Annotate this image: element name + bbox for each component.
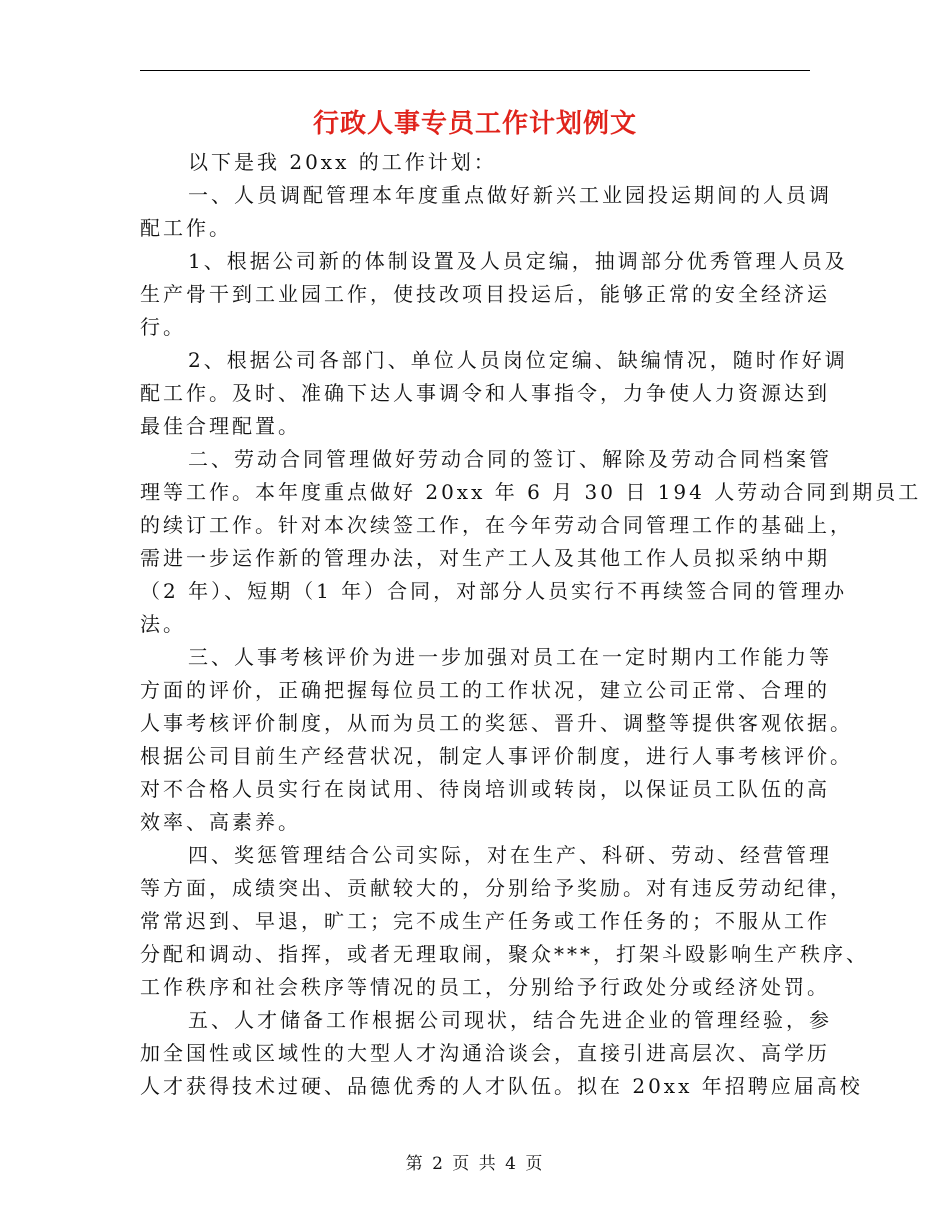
body-line: 四、奖惩管理结合公司实际，对在生产、科研、劳动、经营管理 (188, 843, 832, 867)
body-line: 方面的评价，正确把握每位员工的工作状况，建立公司正常、合理的 (140, 678, 830, 702)
page-number-footer: 第 2 页 共 4 页 (405, 1154, 545, 1174)
body-line: 一、人员调配管理本年度重点做好新兴工业园投运期间的人员调 (188, 183, 832, 207)
body-line: 工作秩序和社会秩序等情况的员工，分别给予行政处分或经济处罚。 (140, 975, 830, 999)
body-line: 人事考核评价制度，从而为员工的奖惩、晋升、调整等提供客观依据。 (140, 711, 853, 735)
body-line: 效率、高素养。 (140, 810, 301, 834)
body-line: 1、根据公司新的体制设置及人员定编，抽调部分优秀管理人员及 (188, 249, 848, 273)
body-line: 法。 (140, 612, 186, 636)
body-line: 生产骨干到工业园工作，使技改项目投运后，能够正常的安全经济运 (140, 282, 830, 306)
body-line: 配工作。 (140, 216, 232, 240)
body-line: 五、人才储备工作根据公司现状，结合先进企业的管理经验，参 (188, 1008, 832, 1032)
body-line: 三、人事考核评价为进一步加强对员工在一定时期内工作能力等 (188, 645, 832, 669)
body-line: 分配和调动、指挥，或者无理取闹，聚众***，打架斗殴影响生产秩序、 (140, 942, 869, 966)
body-line: 对不合格人员实行在岗试用、待岗培训或转岗，以保证员工队伍的高 (140, 777, 830, 801)
body-line: 常常迟到、早退，旷工；完不成生产任务或工作任务的；不服从工作 (140, 909, 830, 933)
body-line: （2 年）、短期（1 年）合同，对部分人员实行不再续签合同的管理办 (140, 579, 848, 603)
body-line: 人才获得技术过硬、品德优秀的人才队伍。拟在 20xx 年招聘应届高校 (140, 1074, 863, 1098)
header-rule (140, 70, 810, 71)
body-line: 加全国性或区域性的大型人才沟通洽谈会，直接引进高层次、高学历 (140, 1041, 830, 1065)
body-line: 行。 (140, 315, 186, 339)
document-title: 行政人事专员工作计划例文 (312, 109, 637, 139)
body-line: 以下是我 20xx 的工作计划： (188, 150, 497, 174)
body-line: 的续订工作。针对本次续签工作，在今年劳动合同管理工作的基础上， (140, 513, 853, 537)
body-line: 等方面，成绩突出、贡献较大的，分别给予奖励。对有违反劳动纪律， (140, 876, 853, 900)
body-line: 根据公司目前生产经营状况，制定人事评价制度，进行人事考核评价。 (140, 744, 853, 768)
body-line: 2、根据公司各部门、单位人员岗位定编、缺编情况，随时作好调 (188, 348, 848, 372)
body-line: 配工作。及时、准确下达人事调令和人事指令，力争使人力资源达到 (140, 381, 830, 405)
body-line: 二、劳动合同管理做好劳动合同的签订、解除及劳动合同档案管 (188, 447, 832, 471)
body-line: 需进一步运作新的管理办法，对生产工人及其他工作人员拟采纳中期 (140, 546, 830, 570)
body-line: 理等工作。本年度重点做好 20xx 年 6 月 30 日 194 人劳动合同到期员工 (140, 480, 922, 504)
document-body (140, 146, 922, 1103)
body-line: 最佳合理配置。 (140, 414, 301, 438)
